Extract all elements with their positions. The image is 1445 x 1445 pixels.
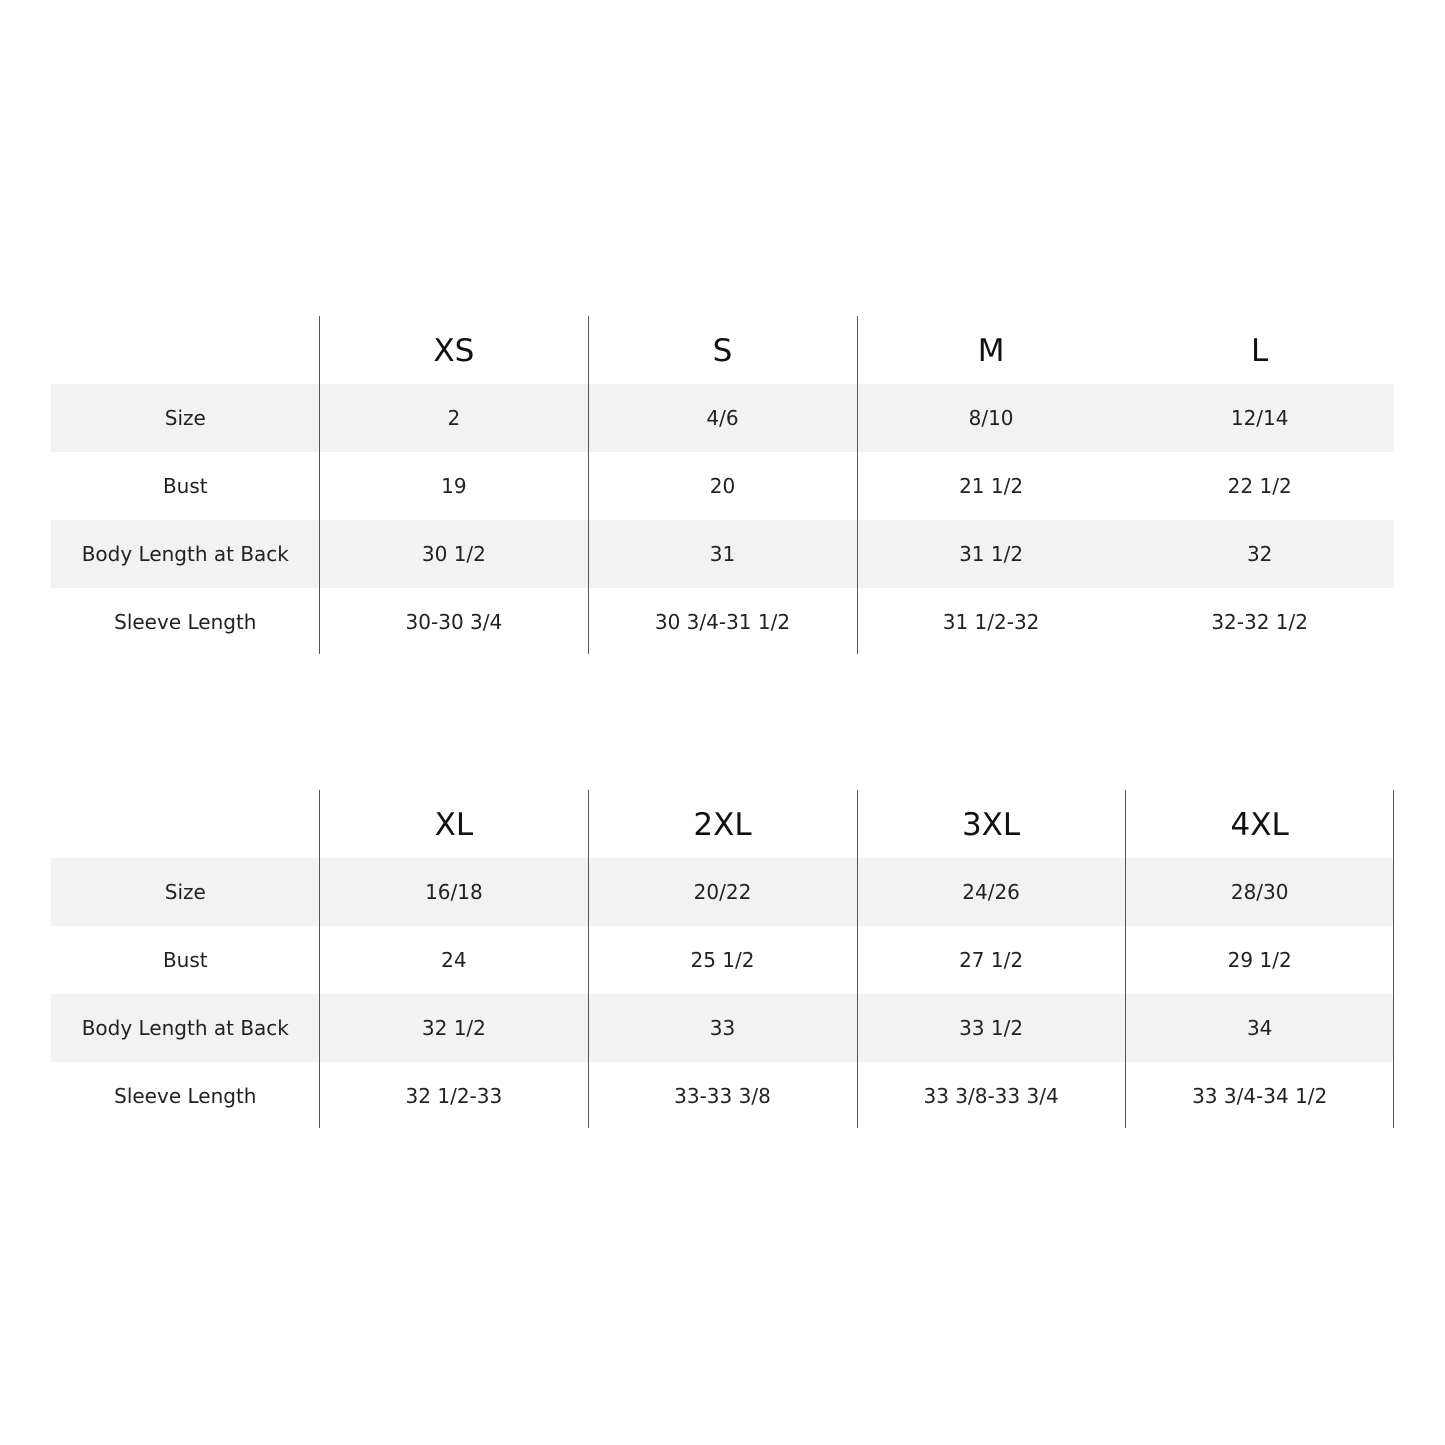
column-divider (857, 316, 858, 654)
size-header-s: S (712, 333, 733, 369)
row-label: Size (164, 406, 206, 430)
table-cell: 32 1/2 (421, 1016, 486, 1040)
size-header-2xl: 2XL (693, 807, 752, 843)
header-empty-cell (51, 790, 320, 858)
table-cell: 24 (441, 948, 467, 972)
header-row (51, 316, 1394, 384)
table-cell: 33 (709, 1016, 736, 1040)
table-row-bust (51, 452, 1394, 520)
row-label: Sleeve Length (114, 610, 257, 634)
table-cell: 19 (441, 474, 467, 498)
table-cell: 22 1/2 (1227, 474, 1292, 498)
table-cell: 25 1/2 (690, 948, 755, 972)
size-header-l: L (1251, 333, 1269, 369)
table-cell: 32-32 1/2 (1211, 610, 1308, 634)
table-row-sleeve-length (51, 588, 1394, 656)
table-cell: 32 1/2-33 (405, 1084, 503, 1108)
column-divider (1393, 790, 1394, 1128)
size-header-xl: XL (434, 807, 474, 843)
column-divider (319, 790, 320, 1128)
row-label: Body Length at Back (81, 1016, 289, 1040)
size-chart-table-1 (51, 316, 1394, 656)
row-label: Bust (162, 948, 208, 972)
table-cell: 12/14 (1230, 406, 1289, 430)
table-cell: 31 1/2 (959, 542, 1024, 566)
size-header-xs: XS (433, 333, 475, 369)
column-divider (588, 316, 589, 654)
table-cell: 33-33 3/8 (674, 1084, 771, 1108)
table-cell: 30-30 3/4 (405, 610, 503, 634)
table-cell: 30 3/4-31 1/2 (654, 610, 791, 634)
table-cell: 34 (1246, 1016, 1273, 1040)
table-row-body-length (51, 520, 1394, 588)
row-label: Size (164, 880, 206, 904)
table-cell: 28/30 (1230, 880, 1289, 904)
size-chart-table-2 (51, 790, 1394, 1130)
header-row (51, 790, 1394, 858)
size-header-3xl: 3XL (961, 807, 1021, 843)
table-cell: 20/22 (693, 880, 752, 904)
row-label: Sleeve Length (114, 1084, 257, 1108)
table-cell: 31 1/2-32 (942, 610, 1040, 634)
row-label: Body Length at Back (81, 542, 289, 566)
table-cell: 29 1/2 (1227, 948, 1292, 972)
table-cell: 30 1/2 (421, 542, 486, 566)
table-cell: 31 (709, 542, 736, 566)
table-row-body-length (51, 994, 1394, 1062)
table-row-sleeve-length (51, 1062, 1394, 1130)
header-empty-cell (51, 316, 320, 384)
table-cell: 33 3/4-34 1/2 (1192, 1084, 1328, 1108)
table-cell: 4/6 (706, 406, 739, 430)
column-divider (319, 316, 320, 654)
table-cell: 32 (1246, 542, 1273, 566)
table-cell: 33 3/8-33 3/4 (923, 1084, 1059, 1108)
table-cell: 33 1/2 (959, 1016, 1024, 1040)
table-row-size (51, 384, 1394, 452)
table-cell: 20 (709, 474, 736, 498)
column-divider (588, 790, 589, 1128)
table-row-size (51, 858, 1394, 926)
table-cell: 21 1/2 (959, 474, 1024, 498)
table-cell: 16/18 (425, 880, 483, 904)
column-divider (1125, 790, 1126, 1128)
table-cell: 27 1/2 (959, 948, 1024, 972)
table-row-bust (51, 926, 1394, 994)
column-divider (857, 790, 858, 1128)
table-cell: 24/26 (962, 880, 1020, 904)
size-header-m: M (977, 333, 1005, 369)
table-cell: 8/10 (968, 406, 1014, 430)
table-cell: 2 (447, 406, 461, 430)
size-header-4xl: 4XL (1230, 807, 1289, 843)
row-label: Bust (162, 474, 208, 498)
